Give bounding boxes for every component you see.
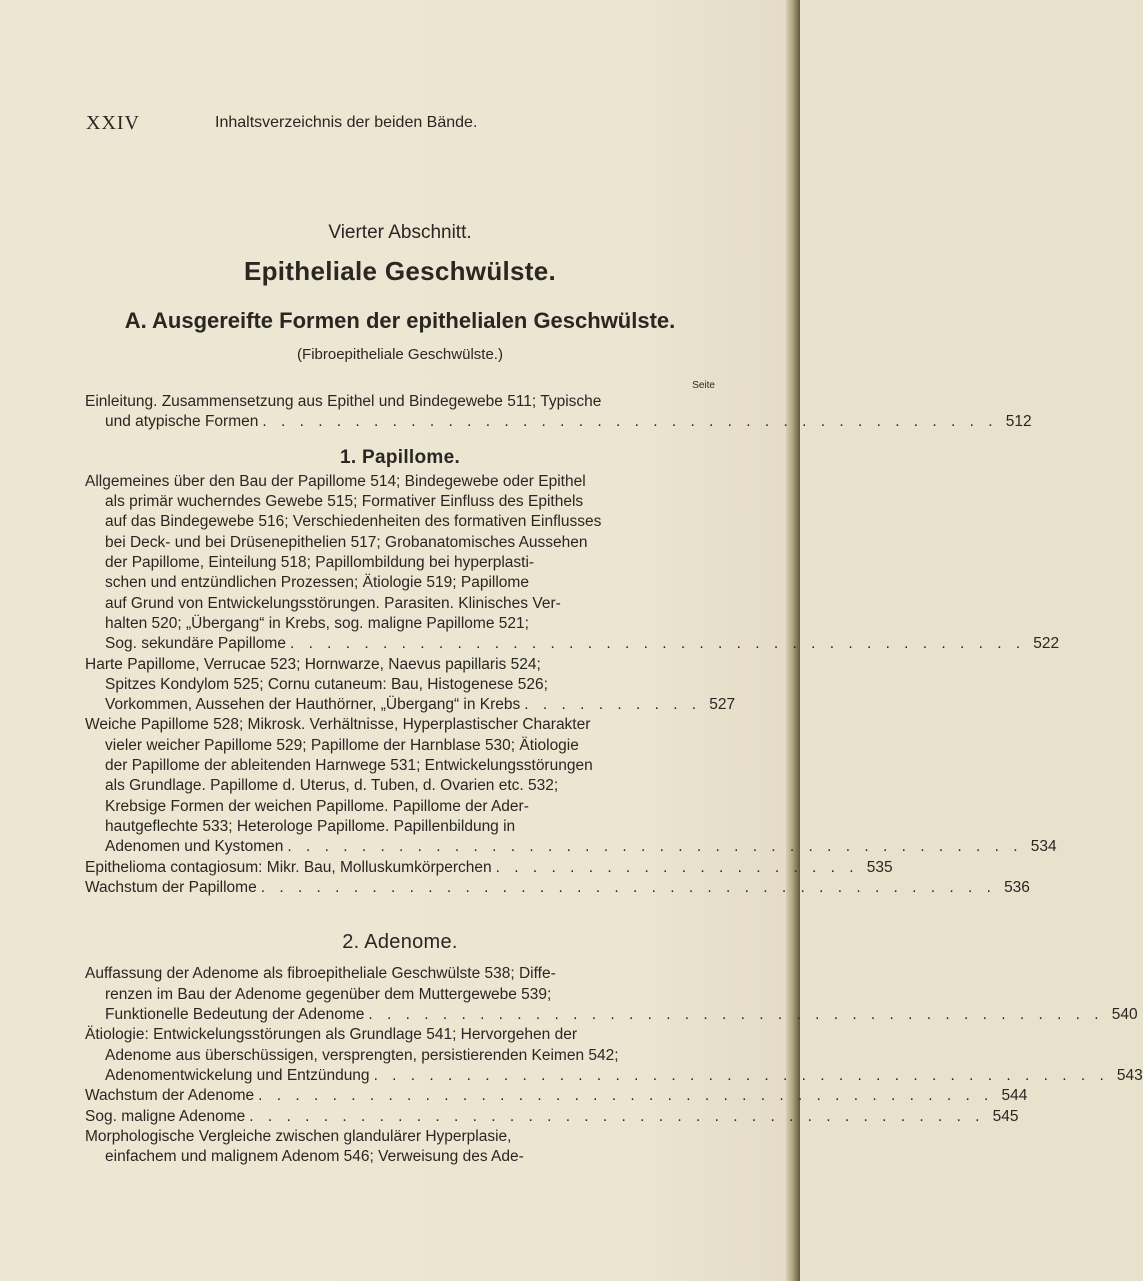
toc-entries — [85, 392, 1143, 1167]
toc-page-number: 536 — [1004, 878, 1030, 896]
toc-line: Adenomentwickelung und Entzündung — [105, 1066, 370, 1084]
leader-dots: . . . . . . . . . . . . . . . . . . . . . . . . . . . . . . . . . . . . . . . . — [368, 1006, 1104, 1024]
toc-line: Epithelioma contagiosum: Mikr. Bau, Molluskumkörperchen — [85, 858, 492, 876]
toc-line: Vorkommen, Aussehen der Hauthörner, „Übergang“ in Krebs — [105, 696, 521, 714]
toc-line: halten 520; „Übergang“ in Krebs, sog. maligne Papillome 521; — [105, 614, 529, 632]
leader-dots: . . . . . . . . . . . . . . . . . . . . . . . . . . . . . . . . . . . . . . . . — [287, 838, 1023, 856]
toc-entry — [85, 964, 1138, 1025]
toc-line: Wachstum der Papillome — [85, 878, 257, 896]
toc-page-number: 545 — [992, 1107, 1019, 1125]
subsection-title: A. Ausgereifte Formen der epithelialen Geschwülste. — [124, 308, 676, 333]
toc-entry — [85, 1107, 1019, 1127]
toc-line: Morphologische Vergleiche zwischen glandulärer Hyperplasie, — [85, 1127, 512, 1145]
toc-line: Weiche Papillome 528; Mikrosk. Verhältnisse, Hyperplastischer Charakter — [85, 716, 591, 734]
toc-page-number: 543 — [1116, 1066, 1143, 1084]
toc-line: Adenome aus überschüssigen, versprengten, persistierenden Keimen 542; — [105, 1046, 619, 1064]
toc-line: Harte Papillome, Verrucae 523; Hornwarze, Naevus papillaris 524; — [85, 655, 541, 673]
toc-line: Sog. maligne Adenome — [85, 1107, 246, 1125]
toc-entry-intro — [85, 392, 1032, 433]
toc-line: als Grundlage. Papillome d. Uterus, d. Tuben, d. Ovarien etc. 532; — [105, 777, 559, 795]
toc-line: der Papillome der ableitenden Harnwege 531; Entwickelungsstörungen — [105, 757, 593, 775]
toc-line: Adenomen und Kystomen — [105, 838, 284, 856]
page-header — [86, 112, 706, 138]
toc-line: der Papillome, Einteilung 518; Papillombildung bei hyperplasti- — [105, 554, 535, 572]
leader-dots: . . . . . . . . . . — [524, 696, 702, 714]
toc-line: hautgeflechte 533; Heterologe Papillome. Papillenbildung in — [105, 817, 516, 835]
page-number: XXIV — [86, 112, 140, 134]
toc-entry — [85, 1127, 715, 1168]
leader-dots: . . . . . . . . . . . . . . . . . . . . . . . . . . . . . . . . . . . . . . . . — [373, 1066, 1109, 1084]
toc-line: Einleitung. Zusammensetzung aus Epithel und Bindegewebe 511; Typische — [85, 393, 602, 410]
subsection-note: (Fibroepitheliale Geschwülste.) — [297, 346, 503, 363]
toc-page-number: 544 — [1001, 1087, 1028, 1105]
toc-page-number: 535 — [866, 858, 893, 876]
toc-line: Allgemeines über den Bau der Papillome 514; Bindegewebe oder Epithel — [85, 472, 586, 490]
toc-line: als primär wucherndes Gewebe 515; Formativer Einfluss des Epithels — [105, 493, 584, 511]
section-title: Epitheliale Geschwülste. — [243, 256, 557, 286]
toc-entry — [85, 858, 893, 878]
toc-line: Krebsige Formen der weichen Papillome. Papillome der Ader- — [105, 797, 529, 815]
leader-dots: . . . . . . . . . . . . . . . . . . . . . . . . . . . . . . . . . . . . . . . . — [258, 1087, 994, 1105]
leader-dots: . . . . . . . . . . . . . . . . . . . . . . . . . . . . . . . . . . . . . . . . — [262, 413, 998, 431]
toc-line: Funktionelle Bedeutung der Adenome — [105, 1006, 365, 1024]
toc-line: schen und entzündlichen Prozessen; Ätiologie 519; Papillome — [105, 574, 529, 592]
toc-line: renzen im Bau der Adenome gegenüber dem Muttergewebe 539; — [105, 985, 552, 1003]
running-head: Inhaltsverzeichnis der beiden Bände. — [215, 114, 478, 131]
toc-line: Wachstum der Adenome — [85, 1087, 255, 1105]
toc-line: Spitzes Kondylom 525; Cornu cutaneum: Bau, Histogenese 526; — [105, 675, 548, 693]
toc-entry — [85, 472, 1060, 655]
toc-line: einfachem und malignem Adenom 546; Verweisung des Ade- — [105, 1148, 524, 1166]
toc-line: und atypische Formen — [105, 413, 259, 431]
toc-entry — [85, 1025, 1143, 1086]
toc-page-number: 540 — [1111, 1006, 1138, 1024]
toc-entry — [85, 878, 1030, 898]
toc-line: vieler weicher Papillome 529; Papillome der Harnblase 530; Ätiologie — [105, 736, 579, 754]
toc-page-number: 534 — [1030, 838, 1057, 856]
toc-entry — [85, 1086, 1028, 1106]
leader-dots: . . . . . . . . . . . . . . . . . . . . . . . . . . . . . . . . . . . . . . . . — [249, 1107, 985, 1125]
toc-line: Sog. sekundäre Papillome — [105, 635, 286, 653]
toc-line: Ätiologie: Entwickelungsstörungen als Grundlage 541; Hervorgehen der — [85, 1026, 577, 1044]
toc-page-number: 527 — [709, 696, 736, 714]
leader-dots: . . . . . . . . . . . . . . . . . . . . — [495, 858, 859, 876]
toc-entry — [85, 655, 736, 716]
toc-page-number: 512 — [1005, 413, 1032, 431]
toc-line: auf Grund von Entwickelungsstörungen. Parasiten. Klinisches Ver- — [105, 594, 561, 612]
toc-line: Auffassung der Adenome als fibroepitheliale Geschwülste 538; Diffe- — [85, 965, 556, 983]
leader-dots: . . . . . . . . . . . . . . . . . . . . . . . . . . . . . . . . . . . . . . . . — [289, 635, 1026, 653]
section-label: Vierter Abschnitt. — [328, 222, 472, 243]
leader-dots: . . . . . . . . . . . . . . . . . . . . . . . . . . . . . . . . . . . . . . . . — [260, 878, 996, 896]
toc-line: auf das Bindegewebe 516; Verschiedenheiten des formativen Einflusses — [105, 513, 602, 531]
seite-label: Seite — [692, 380, 715, 391]
chapter-title-papillome: 1. Papillome. — [339, 446, 461, 468]
toc-line: bei Deck- und bei Drüsenepithelien 517; Grobanatomisches Aussehen — [105, 533, 588, 551]
toc-page-number: 522 — [1033, 635, 1060, 653]
toc-entry — [85, 715, 1057, 857]
chapter-title-adenome: 2. Adenome. — [342, 931, 458, 954]
